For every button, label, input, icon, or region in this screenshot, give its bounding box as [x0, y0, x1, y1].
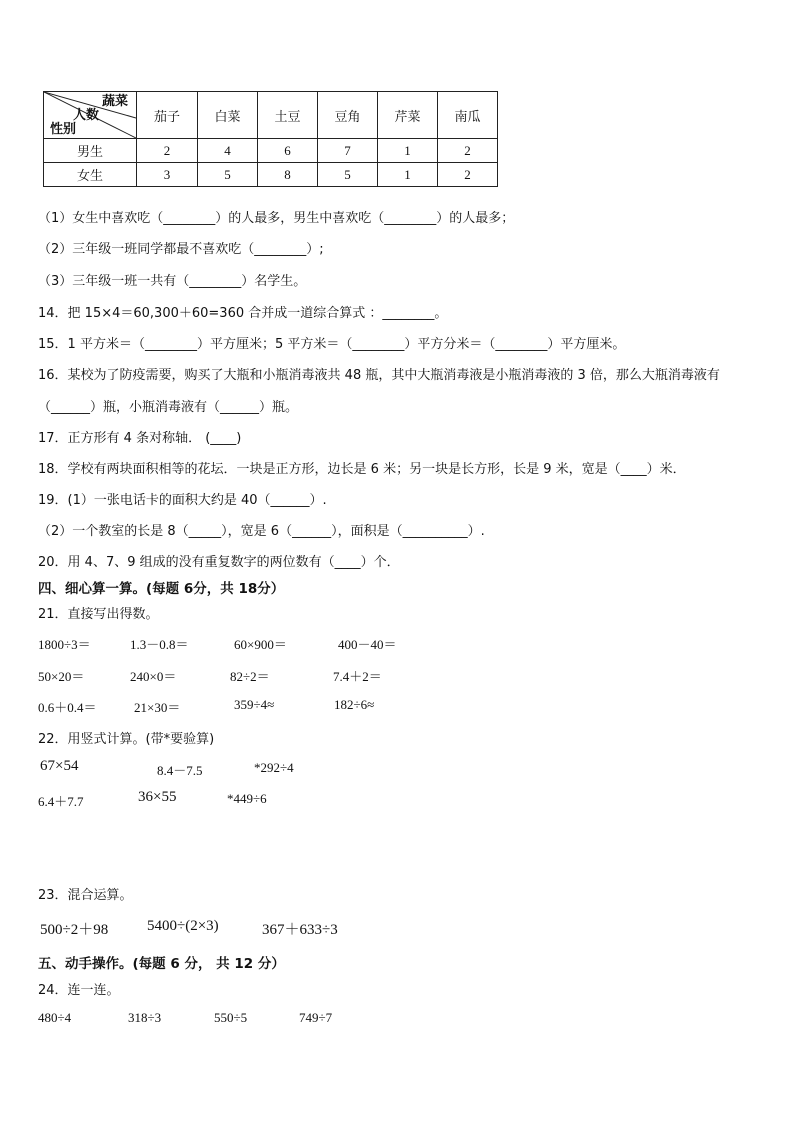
row-label: 女生 — [44, 163, 137, 187]
column-header: 土豆 — [258, 92, 318, 139]
corner-label-vegetable: 蔬菜 — [102, 94, 129, 109]
question-19-part-1: 19．(1）一张电话卡的面积大约是 40（______）. — [38, 493, 327, 508]
q21-expr: 7.4＋2＝ — [333, 669, 382, 684]
question-19-part-2: （2）一个教室的长是 8（_____），宽是 6（______），面积是（__________）. — [38, 524, 485, 539]
question-16-line-2: （______）瓶，小瓶消毒液有（______）瓶。 — [38, 400, 299, 415]
vegetable-survey-table — [43, 91, 498, 187]
q23-expr: 367＋633÷3 — [262, 922, 338, 938]
q21-expr: 50×20＝ — [38, 669, 85, 684]
question-17: 17．正方形有 4 条对称轴． (____) — [38, 431, 242, 446]
section-4-heading: 四、细心算一算。(每题 6分，共 18分） — [38, 581, 285, 597]
table-cell: 4 — [198, 139, 258, 163]
table-row-girls — [44, 163, 498, 187]
q21-expr: 182÷6≈ — [334, 697, 375, 712]
question-24: 24．连一连。 — [38, 983, 120, 998]
question-18: 18．学校有两块面积相等的花坛．一块是正方形，边长是 6 米；另一块是长方形，长是 9 米，宽是（____）米． — [38, 462, 686, 477]
q23-expr: 500÷2＋98 — [40, 922, 109, 938]
q21-expr: 240×0＝ — [130, 669, 177, 684]
q21-expr: 0.6＋0.4＝ — [38, 700, 97, 715]
q23-expr: 5400÷(2×3) — [147, 918, 219, 934]
question-13-part-3: （3）三年级一班一共有（________）名学生。 — [38, 274, 307, 289]
q22-expr: 36×55 — [138, 789, 177, 805]
question-13-part-2: （2）三年级一班同学都最不喜欢吃（________）; — [38, 242, 324, 257]
question-20: 20．用 4、7、9 组成的没有重复数字的两位数有（____）个． — [38, 555, 400, 570]
question-13-part-1: （1）女生中喜欢吃（________）的人最多，男生中喜欢吃（________）的人最多； — [38, 211, 515, 226]
q24-expr: 480÷4 — [38, 1010, 72, 1025]
q21-expr: 1.3－0.8＝ — [130, 637, 189, 652]
column-header: 豆角 — [318, 92, 378, 139]
table-cell: 1 — [378, 139, 438, 163]
q22-expr: *292÷4 — [254, 760, 294, 775]
table-cell: 8 — [258, 163, 318, 187]
q22-expr: *449÷6 — [227, 791, 267, 806]
q24-expr: 550÷5 — [214, 1010, 248, 1025]
table-cell: 6 — [258, 139, 318, 163]
row-label: 男生 — [44, 139, 137, 163]
column-header: 南瓜 — [438, 92, 498, 139]
table-row-boys — [44, 139, 498, 163]
question-23: 23．混合运算。 — [38, 888, 133, 903]
corner-label-count: 人数 — [73, 108, 100, 123]
section-5-heading: 五、动手操作。(每题 6 分， 共 12 分） — [38, 956, 285, 972]
q24-expr: 318÷3 — [128, 1010, 162, 1025]
question-15: 15．1 平方米＝（________）平方厘米；5 平方米＝（________）平方分米＝（________）平方厘米。 — [38, 337, 626, 352]
q21-expr: 359÷4≈ — [234, 697, 275, 712]
q22-expr: 6.4＋7.7 — [38, 794, 84, 809]
table-cell: 2 — [137, 139, 198, 163]
table-cell: 7 — [318, 139, 378, 163]
table-corner-cell — [44, 92, 137, 139]
table-cell: 2 — [438, 139, 498, 163]
table-cell: 3 — [137, 163, 198, 187]
table-cell: 2 — [438, 163, 498, 187]
q21-expr: 60×900＝ — [234, 637, 287, 652]
column-header: 芹菜 — [378, 92, 438, 139]
q21-expr: 82÷2＝ — [230, 669, 270, 684]
q24-expr: 749÷7 — [299, 1010, 333, 1025]
table-cell: 5 — [198, 163, 258, 187]
corner-label-gender: 性别 — [50, 122, 77, 137]
table-header-row — [44, 92, 498, 139]
table-cell: 1 — [378, 163, 438, 187]
question-21: 21．直接写出得数。 — [38, 607, 159, 622]
table-cell: 5 — [318, 163, 378, 187]
question-14: 14．把 15×4＝60,300＋60=360 合并成一道综合算式 ：________。 — [38, 306, 448, 321]
question-22: 22．用竖式计算。(带*要验算) — [38, 732, 215, 747]
q22-expr: 8.4－7.5 — [157, 763, 203, 778]
q21-expr: 400－40＝ — [338, 637, 397, 652]
question-16-line-1: 16．某校为了防疫需要，购买了大瓶和小瓶消毒液共 48 瓶，其中大瓶消毒液是小瓶消毒液的 3 倍，那么大瓶消毒液有 — [38, 368, 720, 383]
column-header: 白菜 — [198, 92, 258, 139]
q21-expr: 1800÷3＝ — [38, 637, 91, 652]
q21-expr: 21×30＝ — [134, 700, 181, 715]
column-header: 茄子 — [137, 92, 198, 139]
q22-expr: 67×54 — [40, 758, 79, 774]
